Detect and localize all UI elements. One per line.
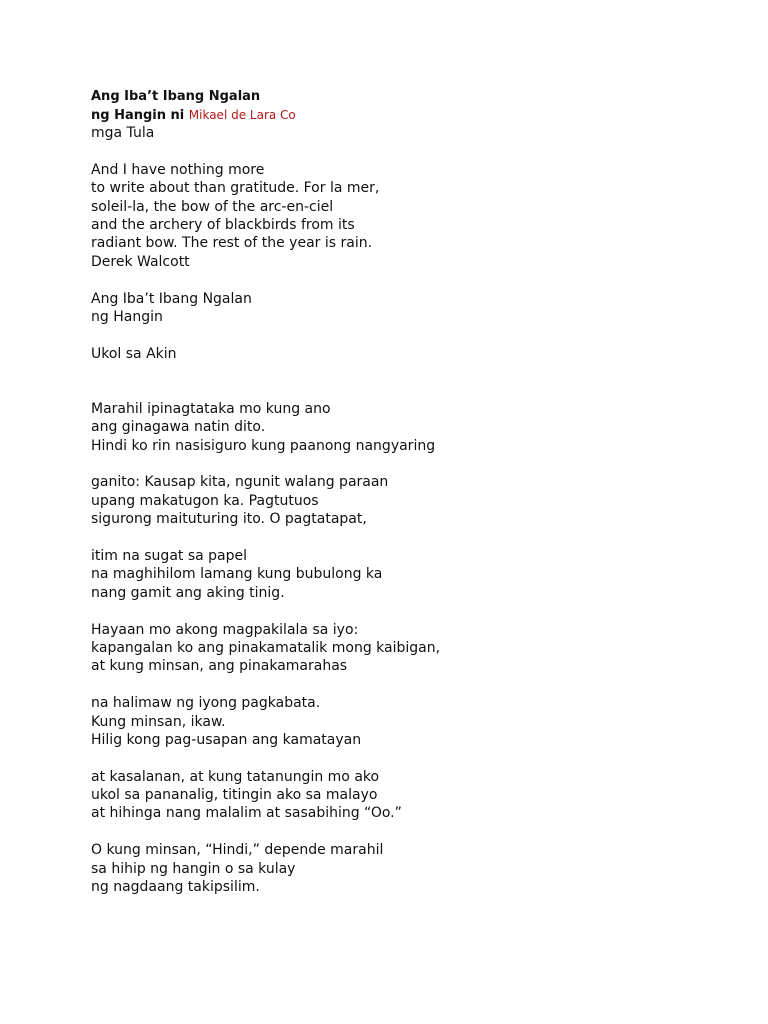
poem-line: ukol sa pananalig, titingin ako sa malayo	[91, 787, 378, 804]
spacer	[91, 823, 711, 841]
spacer	[91, 142, 711, 160]
document-subtitle: mga Tula	[91, 125, 155, 141]
spacer	[91, 271, 711, 289]
spacer	[91, 676, 711, 694]
poem-stanza	[91, 694, 711, 749]
epigraph	[91, 161, 711, 271]
poem-stanza	[91, 473, 711, 528]
poem-line: at kasalanan, at kung tatanungin mo ako	[91, 768, 380, 785]
poem-line: na maghihilom lamang kung bubulong ka	[91, 566, 383, 583]
poem-stanza	[91, 768, 711, 823]
epigraph-line: to write about than gratitude. For la mer,	[91, 180, 380, 197]
epigraph-line: soleil-la, the bow of the arc-en-ciel	[91, 198, 334, 215]
spacer	[91, 363, 711, 400]
spacer	[91, 602, 711, 620]
poem-stanza	[91, 841, 711, 896]
section-title-line-1: Ang Iba’t Ibang Ngalan	[91, 290, 252, 307]
spacer	[91, 529, 711, 547]
poem-stanza	[91, 400, 711, 455]
poem-stanza	[91, 547, 711, 602]
poem-line: at kung minsan, ang pinakamarahas	[91, 658, 348, 675]
poem-line: ganito: Kausap kita, ngunit walang paraan	[91, 474, 389, 491]
poem-line: ng nagdaang takipsilim.	[91, 879, 260, 896]
poem-line: nang gamit ang aking tinig.	[91, 584, 285, 601]
poem-line: Kung minsan, ikaw.	[91, 713, 226, 730]
poem-line: sa hihip ng hangin o sa kulay	[91, 860, 296, 877]
poem-line: sigurong maituturing ito. O pagtatapat,	[91, 511, 367, 528]
poem-line: Hilig kong pag-usapan ang kamatayan	[91, 731, 362, 748]
poem-line: upang makatugon ka. Pagtutuos	[91, 492, 319, 509]
epigraph-line: and the archery of blackbirds from its	[91, 216, 355, 233]
spacer	[91, 749, 711, 767]
author-name: Mikael de Lara Co	[188, 108, 296, 122]
poem-line: Marahil ipinagtataka mo kung ano	[91, 400, 331, 417]
document-title-line-2	[91, 106, 711, 124]
poem-line: kapangalan ko ang pinakamatalik mong kaibigan,	[91, 639, 441, 656]
poem-line: na halimaw ng iyong pagkabata.	[91, 695, 321, 712]
epigraph-line: radiant bow. The rest of the year is rain.	[91, 235, 373, 252]
poem-line: itim na sugat sa papel	[91, 548, 248, 564]
section-title-line-2: ng Hangin	[91, 308, 163, 325]
spacer	[91, 455, 711, 473]
title-prefix: ng Hangin ni	[91, 108, 185, 123]
poem-line: ang ginagawa natin dito.	[91, 419, 266, 436]
poem-line: O kung minsan, “Hindi,” depende marahil	[91, 842, 384, 859]
poem-line: Hindi ko rin nasisiguro kung paanong nangyaring	[91, 437, 436, 454]
document-title-line-1: Ang Iba’t Ibang Ngalan	[91, 89, 261, 104]
spacer	[91, 326, 711, 344]
document-page	[91, 88, 711, 896]
poem-line: at hihinga nang malalim at sasabihing “Oo.”	[91, 805, 402, 822]
epigraph-line: And I have nothing more	[91, 161, 265, 178]
poem-stanza	[91, 621, 711, 676]
epigraph-attribution: Derek Walcott	[91, 253, 190, 270]
poem-line: Hayaan mo akong magpakilala sa iyo:	[91, 621, 359, 638]
poem-title: Ukol sa Akin	[91, 345, 177, 362]
